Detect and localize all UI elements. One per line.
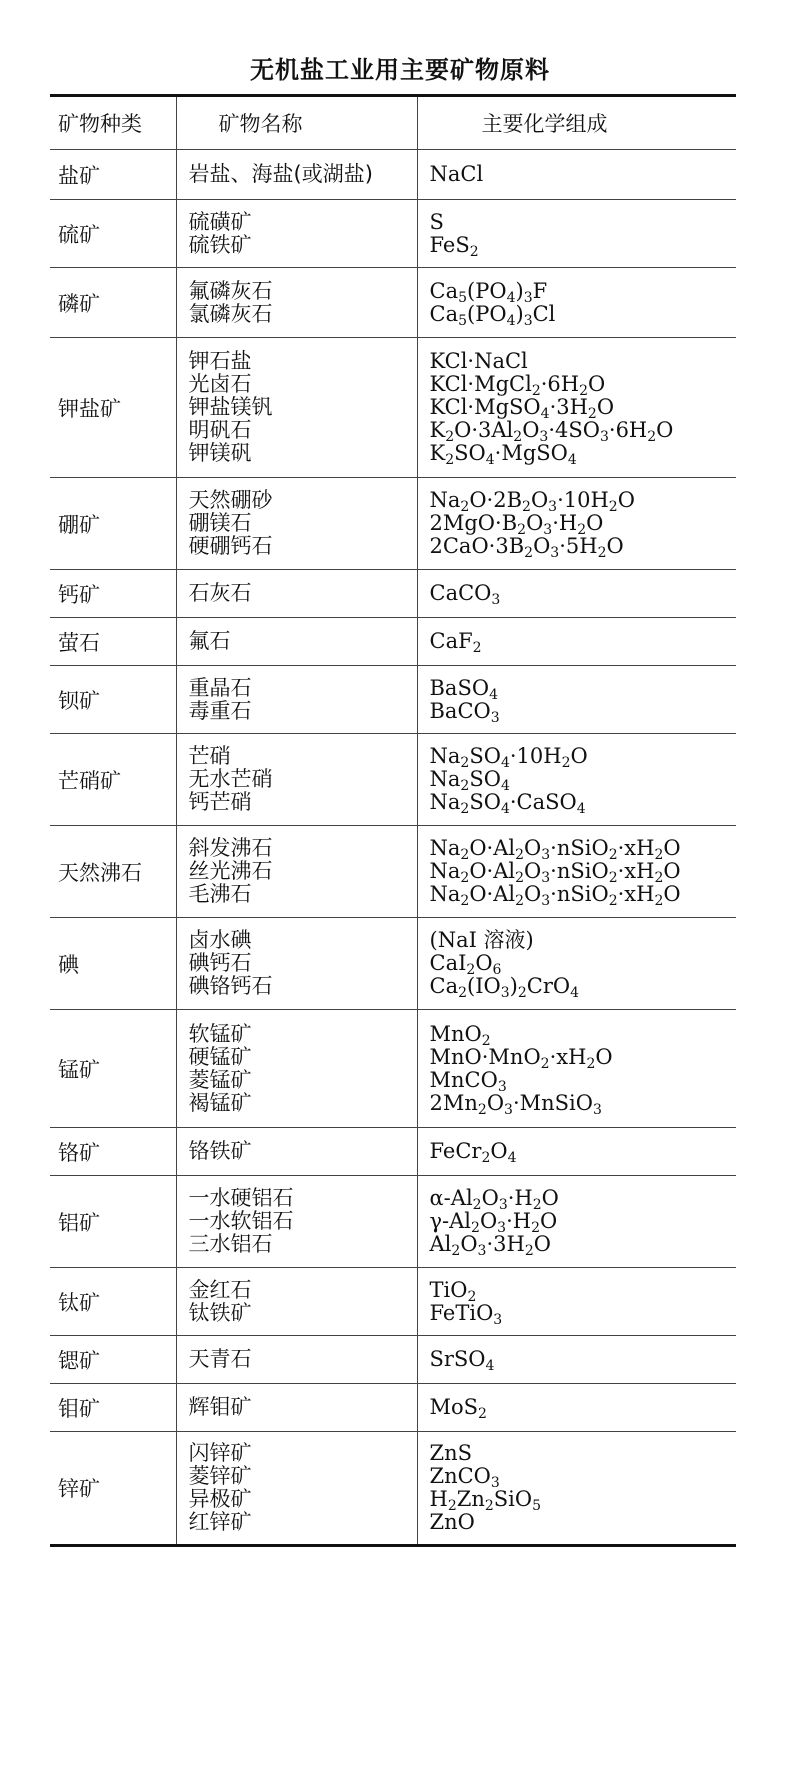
chemical-formula: NaCl [429, 162, 484, 186]
table-row [50, 338, 736, 478]
mineral-names-cell [176, 1432, 417, 1546]
table-title: 无机盐工业用主要矿物原料 [250, 56, 550, 84]
chemical-formula: FeS$_2$ [429, 232, 479, 260]
mineral-name: 斜发沸石 [188, 836, 273, 860]
mineral-category: 盐矿 [50, 150, 176, 200]
mineral-names-cell [176, 268, 417, 338]
chemical-formula: ZnO [429, 1510, 475, 1534]
mineral-name: 钛铁矿 [188, 1300, 252, 1325]
chemical-formula: MoS$_2$ [429, 1395, 487, 1422]
mineral-names-cell [176, 150, 417, 200]
chemical-formula: $Ca_5(PO_4)_3Cl$ [429, 301, 556, 329]
chemical-formula: $Al_2O_3\cdot 3H_2O$ [429, 1232, 551, 1259]
mineral-category: 芒硝矿 [50, 734, 176, 826]
mineral-name: 菱锰矿 [188, 1067, 252, 1092]
header-mineral-name: 矿物名称 [176, 96, 417, 150]
mineral-name: 红锌矿 [188, 1510, 252, 1534]
mineral-category: 锰矿 [50, 1010, 176, 1128]
mineral-name: 钙芒硝 [188, 790, 252, 814]
chemical-formula: $Ca_5(PO_4)_3F$ [429, 278, 548, 306]
table-row [50, 1268, 736, 1336]
composition-cell [417, 1384, 736, 1432]
table-row [50, 1336, 736, 1384]
mineral-name: 一水软铝石 [188, 1209, 294, 1233]
chemical-formula: BaSO$_4$ [429, 675, 498, 703]
chemical-formula: $Na_2O\cdot Al_2O_3\cdot nSiO_2\cdot xH_2O$ [429, 882, 681, 909]
mineral-name: 无水芒硝 [188, 767, 273, 791]
mineral-names-cell [176, 1384, 417, 1432]
composition-cell [417, 618, 736, 666]
composition-cell [417, 918, 736, 1010]
mineral-category: 铝矿 [50, 1176, 176, 1268]
mineral-names-cell [176, 200, 417, 268]
chemical-formula: KCl·NaCl [429, 349, 528, 373]
mineral-name: 丝光沸石 [188, 859, 273, 883]
table-row [50, 150, 736, 200]
mineral-name: 岩盐、海盐(或湖盐) [188, 162, 373, 186]
table-row [50, 618, 736, 666]
mineral-name: 菱锌矿 [188, 1464, 252, 1488]
composition-cell [417, 570, 736, 618]
chemical-formula: BaCO$_3$ [429, 698, 500, 726]
mineral-category: 钡矿 [50, 666, 176, 734]
chemical-formula: $\gamma-Al_2O_3\cdot H_2O$ [429, 1209, 558, 1236]
table-body [50, 150, 736, 1546]
chemical-formula: $Na_2SO_4$ [429, 767, 510, 794]
table-row [50, 200, 736, 268]
chemical-formula: $\alpha-Al_2O_3\cdot H_2O$ [429, 1186, 559, 1213]
chemical-formula: CaCO$_3$ [429, 581, 501, 608]
chemical-formula: $2CaO\cdot 3B_2O_3\cdot 5H_2O$ [429, 534, 624, 561]
chemical-formula: ZnS [429, 1441, 473, 1465]
mineral-names-cell [176, 618, 417, 666]
chemical-formula: S [429, 209, 444, 234]
mineral-names-cell [176, 826, 417, 918]
mineral-name: 硫磺矿 [188, 209, 252, 234]
mineral-category: 铬矿 [50, 1128, 176, 1176]
composition-cell [417, 200, 736, 268]
chemical-formula: $2Mn_2O_3\cdot MnSiO_3$ [429, 1090, 602, 1118]
mineral-name: 光卤石 [188, 372, 252, 396]
mineral-names-cell [176, 570, 417, 618]
composition-cell [417, 1432, 736, 1546]
mineral-names-cell [176, 478, 417, 570]
chemical-formula: $Na_2SO_4\cdot 10H_2O$ [429, 744, 588, 771]
mineral-name: 氟石 [188, 629, 231, 653]
mineral-names-cell [176, 734, 417, 826]
table-row [50, 1384, 736, 1432]
chemical-formula: MnO$_2$ [429, 1021, 491, 1049]
mineral-name: 卤水碘 [188, 928, 252, 952]
mineral-name: 石灰石 [188, 581, 252, 605]
mineral-names-cell [176, 1010, 417, 1128]
chemical-formula: FeTiO$_3$ [429, 1300, 503, 1328]
mineral-category: 硼矿 [50, 478, 176, 570]
composition-cell [417, 826, 736, 918]
mineral-name: 铬铁矿 [188, 1139, 252, 1163]
mineral-name: 重晶石 [188, 675, 252, 700]
table-row [50, 734, 736, 826]
table-header [50, 96, 736, 150]
chemical-formula: $K_2O\cdot 3Al_2O_3\cdot 4SO_3\cdot 6H_2O$ [429, 418, 674, 445]
composition-cell [417, 1128, 736, 1176]
chemical-formula: TiO$_2$ [429, 1277, 477, 1305]
composition-cell [417, 734, 736, 826]
mineral-name: 钾镁矾 [188, 441, 252, 465]
mineral-category: 锶矿 [50, 1336, 176, 1384]
table-row [50, 1176, 736, 1268]
mineral-category: 锌矿 [50, 1432, 176, 1546]
mineral-names-cell [176, 918, 417, 1010]
mineral-name: 毛沸石 [188, 882, 252, 906]
table-row [50, 1010, 736, 1128]
mineral-name: 辉钼矿 [188, 1395, 252, 1419]
mineral-names-cell [176, 1176, 417, 1268]
mineral-name: 氟磷灰石 [188, 278, 273, 303]
table-row [50, 268, 736, 338]
mineral-name: 明矾石 [188, 418, 252, 442]
mineral-category: 钛矿 [50, 1268, 176, 1336]
mineral-category: 硫矿 [50, 200, 176, 268]
mineral-name: 闪锌矿 [188, 1441, 252, 1465]
mineral-name: 褐锰矿 [188, 1090, 252, 1115]
mineral-name: 金红石 [188, 1277, 252, 1302]
mineral-names-cell [176, 338, 417, 478]
table-row [50, 826, 736, 918]
chemical-formula: $Na_2O\cdot 2B_2O_3\cdot 10H_2O$ [429, 488, 635, 515]
composition-cell [417, 1176, 736, 1268]
mineral-category: 钼矿 [50, 1384, 176, 1432]
mineral-name: 氯磷灰石 [188, 301, 273, 326]
mineral-category: 天然沸石 [50, 826, 176, 918]
table-row [50, 1128, 736, 1176]
mineral-name: 芒硝 [188, 744, 231, 768]
mineral-name: 钾石盐 [188, 349, 252, 373]
mineral-name: 硬硼钙石 [188, 534, 273, 558]
header-row [50, 96, 736, 150]
composition-cell [417, 1268, 736, 1336]
composition-cell [417, 1336, 736, 1384]
chemical-formula: $Na_2SO_4\cdot CaSO_4$ [429, 790, 586, 817]
mineral-category: 萤石 [50, 618, 176, 666]
header-composition: 主要化学组成 [417, 96, 736, 150]
table-row [50, 666, 736, 734]
mineral-names-cell [176, 1128, 417, 1176]
header-category: 矿物种类 [50, 96, 176, 150]
mineral-category: 碘 [50, 918, 176, 1010]
mineral-names-cell [176, 1336, 417, 1384]
mineral-name: 一水硬铝石 [188, 1186, 294, 1210]
chemical-formula: $KCl\cdot MgSO_4\cdot 3H_2O$ [429, 395, 615, 422]
chemical-formula: SrSO$_4$ [429, 1347, 495, 1374]
table-row [50, 918, 736, 1010]
chemical-formula: $Na_2O\cdot Al_2O_3\cdot nSiO_2\cdot xH_2O$ [429, 859, 681, 886]
mineral-name: 钾盐镁钒 [188, 395, 273, 419]
table-row [50, 478, 736, 570]
chemical-formula: $CaI_2O_6$ [429, 951, 502, 978]
chemical-formula: MnCO$_3$ [429, 1067, 507, 1095]
minerals-table [50, 94, 736, 1547]
composition-cell [417, 478, 736, 570]
chemical-formula: $Ca_2(IO_3)_2CrO_4$ [429, 974, 580, 1001]
mineral-name: 毒重石 [188, 698, 252, 723]
chemical-formula: $MnO\cdot MnO_2\cdot xH_2O$ [429, 1044, 613, 1072]
mineral-name: 碘钙石 [188, 951, 252, 975]
chemical-formula: ZnCO$_3$ [429, 1464, 500, 1491]
mineral-name: 硼镁石 [188, 511, 252, 535]
composition-cell [417, 150, 736, 200]
mineral-category: 钾盐矿 [50, 338, 176, 478]
table-row [50, 1432, 736, 1546]
composition-cell [417, 268, 736, 338]
mineral-name: 硫铁矿 [188, 232, 252, 257]
chemical-formula: $FeCr_2O_4$ [429, 1139, 517, 1166]
chemical-formula: $Na_2O\cdot Al_2O_3\cdot nSiO_2\cdot xH_2O$ [429, 836, 681, 863]
mineral-category: 钙矿 [50, 570, 176, 618]
mineral-name: 异极矿 [188, 1487, 252, 1511]
composition-cell [417, 1010, 736, 1128]
composition-cell [417, 338, 736, 478]
mineral-names-cell [176, 1268, 417, 1336]
composition-cell [417, 666, 736, 734]
mineral-category: 磷矿 [50, 268, 176, 338]
chemical-formula: CaF$_2$ [429, 629, 482, 656]
table-row [50, 570, 736, 618]
chemical-formula: $K_2SO_4\cdot MgSO_4$ [429, 441, 577, 468]
mineral-name: 硬锰矿 [188, 1044, 252, 1069]
mineral-name: 天青石 [188, 1347, 252, 1371]
chemical-formula: $KCl\cdot MgCl_2\cdot 6H_2O$ [429, 372, 606, 399]
mineral-name: 软锰矿 [188, 1021, 252, 1046]
mineral-names-cell [176, 666, 417, 734]
mineral-name: 碘铬钙石 [188, 974, 273, 998]
chemical-formula: $2MgO\cdot B_2O_3\cdot H_2O$ [429, 511, 604, 538]
mineral-name: 天然硼砂 [188, 488, 273, 512]
chemical-formula: $H_2Zn_2SiO_5$ [429, 1487, 542, 1514]
mineral-name: 三水铝石 [188, 1232, 273, 1256]
chemical-formula: (NaI 溶液) [429, 928, 534, 952]
